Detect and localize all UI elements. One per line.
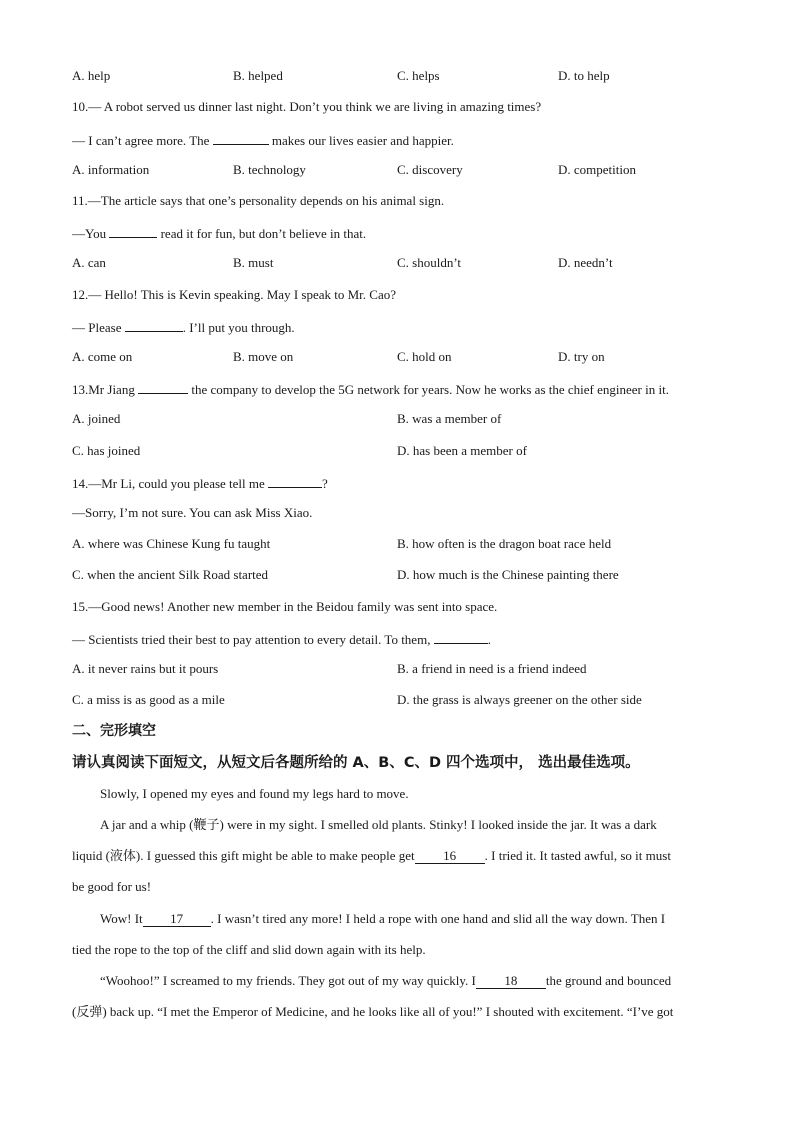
q14-reply: —Sorry, I’m not sure. You can ask Miss Xiao. xyxy=(72,505,313,520)
q15-reply xyxy=(72,630,491,648)
q10-option-d: D. competition xyxy=(558,162,636,177)
passage-p3-post: . I wasn’t tired any more! I held a rope with one hand and slid all the way down. Then I xyxy=(210,911,666,926)
passage-paragraph-4-line-1 xyxy=(100,973,671,989)
section-title: 二、完形填空 xyxy=(72,723,156,739)
blank-17: 17 xyxy=(143,912,211,927)
q14-blank xyxy=(268,474,322,488)
blank-16: 16 xyxy=(415,849,485,864)
passage-p4-post: the ground and bounced xyxy=(545,973,672,988)
q13-option-b: B. was a member of xyxy=(397,411,502,426)
q14-stem xyxy=(72,474,328,492)
q12-reply-post: . I’ll put you through. xyxy=(182,320,295,335)
q11-reply-post: read it for fun, but don’t believe in that. xyxy=(157,226,367,241)
q12-option-b: B. move on xyxy=(233,349,294,364)
passage-p2-pre: liquid (液体). I guessed this gift might be able to make people get xyxy=(72,848,415,863)
q11-stem: 11.—The article says that one’s personality depends on his animal sign. xyxy=(72,193,445,208)
q12-stem: 12.— Hello! This is Kevin speaking. May I speak to Mr. Cao? xyxy=(72,287,396,302)
q10-blank xyxy=(213,131,269,145)
q12-reply xyxy=(72,318,295,336)
q15-option-d: D. the grass is always greener on the other side xyxy=(397,692,642,707)
passage-paragraph-2-line-2 xyxy=(72,848,671,864)
q11-blank xyxy=(109,224,157,238)
q15-option-c: C. a miss is as good as a mile xyxy=(72,692,225,707)
q15-stem: 15.—Good news! Another new member in the Beidou family was sent into space. xyxy=(72,599,498,614)
passage-paragraph-3-line-2: tied the rope to the top of the cliff and slid down again with its help. xyxy=(72,942,426,957)
q15-blank xyxy=(434,630,488,644)
q13-stem-post: the company to develop the 5G network for years. Now he works as the chief engineer in it. xyxy=(188,382,669,397)
q14-option-b: B. how often is the dragon boat race held xyxy=(397,536,612,551)
passage-paragraph-2-line-3: be good for us! xyxy=(72,879,152,894)
q12-option-c: C. hold on xyxy=(397,349,452,364)
q11-option-a: A. can xyxy=(72,255,106,270)
q14-option-a: A. where was Chinese Kung fu taught xyxy=(72,536,271,551)
passage-p3-pre: Wow! It xyxy=(100,911,143,926)
q10-reply xyxy=(72,131,454,149)
q11-option-b: B. must xyxy=(233,255,274,270)
q11-reply xyxy=(72,224,366,242)
q12-blank xyxy=(125,318,183,332)
q9-option-a: A. help xyxy=(72,68,111,83)
q9-option-b: B. helped xyxy=(233,68,283,83)
q15-reply-pre: — Scientists tried their best to pay attention to every detail. To them, xyxy=(72,632,434,647)
q10-option-c: C. discovery xyxy=(397,162,463,177)
q15-option-b: B. a friend in need is a friend indeed xyxy=(397,661,587,676)
passage-paragraph-4-line-2: (反弹) back up. “I met the Emperor of Medicine, and he looks like all of you!” I shouted with excitement. “I’ve got xyxy=(72,1004,674,1019)
q12-option-a: A. come on xyxy=(72,349,133,364)
passage-p4-pre: “Woohoo!” I screamed to my friends. They got out of my way quickly. I xyxy=(100,973,476,988)
q9-option-d: D. to help xyxy=(558,68,610,83)
passage-paragraph-1: Slowly, I opened my eyes and found my legs hard to move. xyxy=(100,786,409,801)
q11-reply-pre: —You xyxy=(72,226,110,241)
q14-option-d: D. how much is the Chinese painting there xyxy=(397,567,619,582)
q15-reply-post: . xyxy=(487,632,491,647)
section-instruction: 请认真阅读下面短文，从短文后各题所给的 A、B、C、D 四个选项中， 选出最佳选项。 xyxy=(72,755,640,771)
q13-blank xyxy=(138,380,188,394)
passage-paragraph-2-line-1: A jar and a whip (鞭子) were in my sight. I smelled old plants. Stinky! I looked inside the jar. It was a dark xyxy=(100,817,657,832)
passage-p2-post: . I tried it. It tasted awful, so it must xyxy=(484,848,671,863)
q13-stem xyxy=(72,380,669,398)
passage-paragraph-3-line-1 xyxy=(100,911,665,927)
q12-reply-pre: — Please xyxy=(72,320,125,335)
q14-stem-post: ? xyxy=(322,476,328,491)
q10-stem: 10.— A robot served us dinner last night. Don’t you think we are living in amazing times? xyxy=(72,99,542,114)
blank-18: 18 xyxy=(476,974,546,989)
q15-option-a: A. it never rains but it pours xyxy=(72,661,219,676)
q14-stem-pre: 14.—Mr Li, could you please tell me xyxy=(72,476,269,491)
q14-option-c: C. when the ancient Silk Road started xyxy=(72,567,269,582)
q13-option-a: A. joined xyxy=(72,411,121,426)
q10-reply-post: makes our lives easier and happier. xyxy=(268,133,454,148)
q10-reply-pre: — I can’t agree more. The xyxy=(72,133,213,148)
q11-option-d: D. needn’t xyxy=(558,255,613,270)
q10-option-b: B. technology xyxy=(233,162,306,177)
q13-option-c: C. has joined xyxy=(72,443,141,458)
q12-option-d: D. try on xyxy=(558,349,605,364)
q13-stem-pre: 13.Mr Jiang xyxy=(72,382,139,397)
q9-option-c: C. helps xyxy=(397,68,440,83)
q13-option-d: D. has been a member of xyxy=(397,443,527,458)
q10-option-a: A. information xyxy=(72,162,150,177)
q11-option-c: C. shouldn’t xyxy=(397,255,462,270)
